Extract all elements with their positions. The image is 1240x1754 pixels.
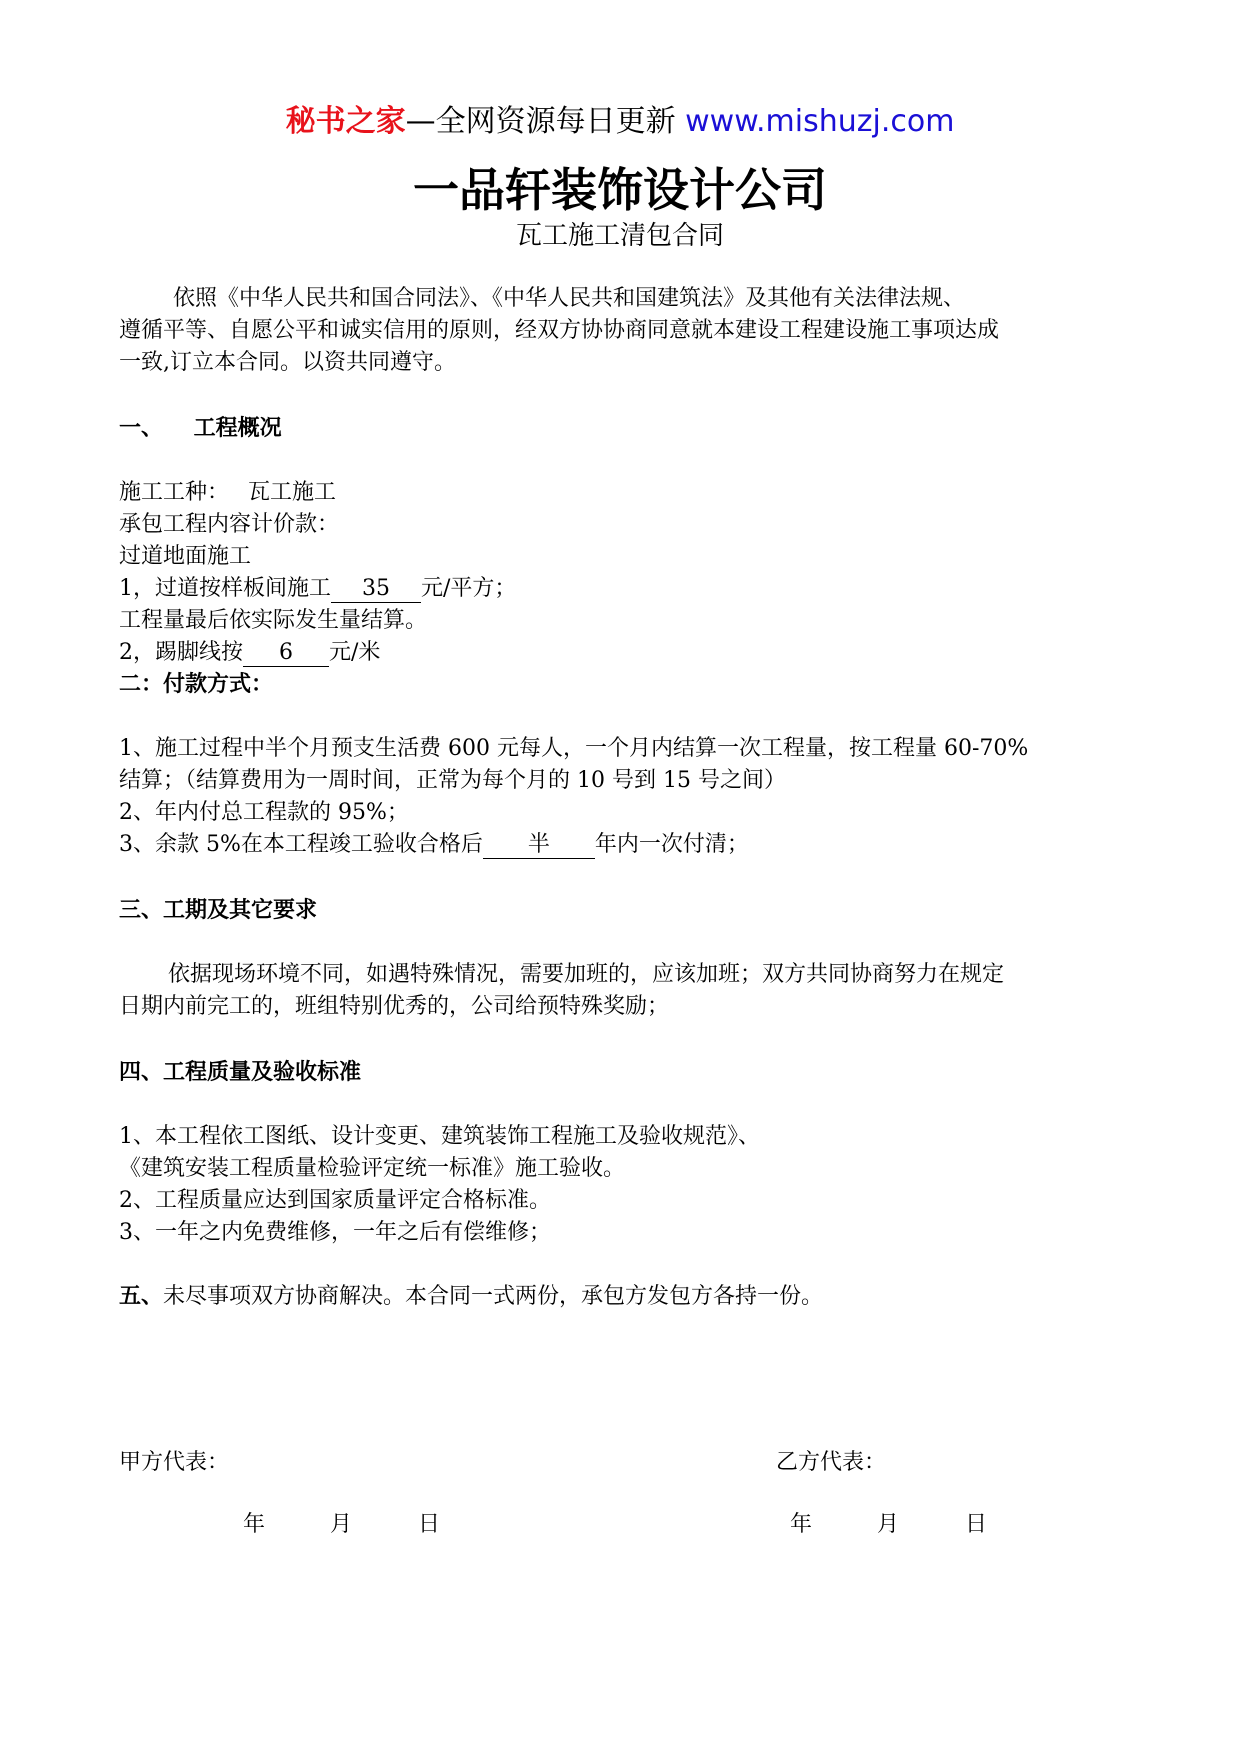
site-header	[0, 102, 1240, 142]
quality-1-line-2: 《建筑安装工程质量检验评定统一标准》施工验收。	[119, 1156, 626, 1181]
section-5-heading: 五、	[119, 1284, 164, 1309]
section-5-text: 未尽事项双方协商解决。本合同一式两份，承包方发包方各持一份。	[163, 1284, 824, 1309]
intro-line-3: 一致,订立本合同。以资共同遵守。	[119, 350, 456, 375]
item-2-price: 6	[243, 640, 329, 667]
item-1-price: 35	[331, 576, 421, 603]
item-2-suffix: 元/米	[329, 640, 381, 665]
party-a-year: 年	[243, 1512, 266, 1537]
section-3-heading: 三、工期及其它要求	[119, 898, 318, 923]
item-1-note: 工程量最后依实际发生量结算。	[119, 608, 428, 633]
item-1-row	[119, 573, 516, 605]
party-b-year: 年	[790, 1512, 813, 1537]
item-1-prefix: 1，过道按样板间施工	[119, 576, 331, 601]
section-5-row	[119, 1281, 823, 1313]
party-a-day: 日	[418, 1512, 441, 1537]
schedule-line-2: 日期内前完工的，班组特别优秀的，公司给预特殊奖励；	[119, 994, 670, 1019]
payment-3-period: 半	[483, 832, 595, 859]
work-type-value: 瓦工施工	[248, 480, 337, 505]
section-1-heading: 一、 工程概况	[119, 416, 282, 441]
company-title: 一品轩装饰设计公司	[413, 163, 827, 217]
schedule-line-1: 依据现场环境不同，如遇特殊情况，需要加班的，应该加班；双方共同协商努力在规定	[168, 962, 1005, 987]
quality-1-line-1: 1、本工程依工图纸、设计变更、建筑装饰工程施工及验收规范》、	[119, 1124, 760, 1149]
quality-2: 2、工程质量应达到国家质量评定合格标准。	[119, 1188, 551, 1213]
item-2-row	[119, 637, 380, 669]
item-1-suffix: 元/平方；	[421, 576, 517, 601]
payment-3-suffix: 年内一次付清；	[594, 832, 749, 857]
party-b-day: 日	[965, 1512, 988, 1537]
party-a-label: 甲方代表：	[119, 1450, 230, 1475]
payment-3-row	[119, 829, 749, 861]
brand-name: 秘书之家	[285, 104, 406, 139]
intro-line-2: 遵循平等、自愿公平和诚实信用的原则，经双方协协商同意就本建设工程建设施工事项达成	[119, 318, 1000, 343]
item-2-prefix: 2，踢脚线按	[119, 640, 243, 665]
payment-1-line-2: 结算；（结算费用为一周时间，正常为每个月的 10 号到 15 号之间）	[119, 768, 786, 793]
quality-3: 3、一年之内免费维修，一年之后有偿维修；	[119, 1220, 551, 1245]
party-b-month: 月	[877, 1512, 900, 1537]
intro-line-1: 依照《中华人民共和国合同法》、《中华人民共和国建筑法》及其他有关法律法规、	[173, 286, 966, 311]
work-type-row	[119, 477, 336, 509]
header-url[interactable]: www.mishuzj.com	[685, 104, 955, 139]
contract-subtitle: 瓦工施工清包合同	[515, 221, 724, 251]
work-type-label: 施工工种：	[119, 480, 230, 505]
payment-1-line-1: 1、施工过程中半个月预支生活费 600 元每人，一个月内结算一次工程量，按工程量 60-70%	[119, 736, 1029, 761]
section-2-heading: 二：付款方式：	[119, 672, 274, 697]
payment-2: 2、年内付总工程款的 95%；	[119, 800, 409, 825]
payment-3-prefix: 3、余款 5%在本工程竣工验收合格后	[119, 832, 483, 857]
header-tagline: —全网资源每日更新	[405, 104, 686, 139]
party-b-label: 乙方代表：	[776, 1450, 887, 1475]
party-a-month: 月	[330, 1512, 353, 1537]
section-4-heading: 四、工程质量及验收标准	[119, 1060, 362, 1085]
item-heading: 过道地面施工	[119, 544, 252, 569]
content-label: 承包工程内容计价款：	[119, 512, 340, 537]
